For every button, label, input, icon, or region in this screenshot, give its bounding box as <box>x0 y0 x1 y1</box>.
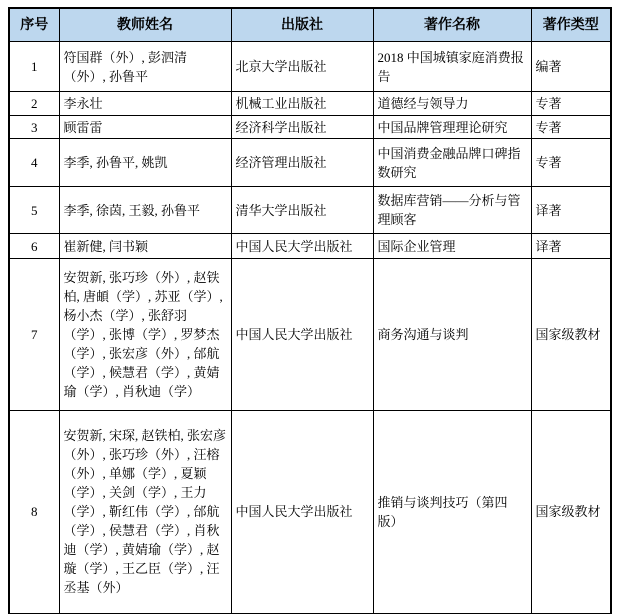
cell-type: 国家级教材 <box>531 259 611 411</box>
cell-names: 李季, 孙鲁平, 姚凯 <box>59 139 231 187</box>
cell-type: 专著 <box>531 116 611 139</box>
cell-index: 3 <box>9 116 59 139</box>
cell-title: 数据库营销——分析与管理顾客 <box>373 187 531 234</box>
cell-publisher: 北京大学出版社 <box>231 42 373 92</box>
cell-names: 李永壮 <box>59 92 231 116</box>
publications-table <box>8 7 612 614</box>
cell-type: 专著 <box>531 92 611 116</box>
cell-names: 符国群（外）, 彭泗清（外）, 孙鲁平 <box>59 42 231 92</box>
cell-publisher: 中国人民大学出版社 <box>231 259 373 411</box>
cell-title: 商务沟通与谈判 <box>373 259 531 411</box>
cell-title: 推销与谈判技巧（第四版） <box>373 411 531 614</box>
cell-names: 顾雷雷 <box>59 116 231 139</box>
cell-index: 6 <box>9 234 59 259</box>
header-names: 教师姓名 <box>59 8 231 42</box>
cell-type: 译著 <box>531 187 611 234</box>
cell-index: 8 <box>9 411 59 614</box>
cell-publisher: 中国人民大学出版社 <box>231 411 373 614</box>
cell-type: 编著 <box>531 42 611 92</box>
cell-publisher: 中国人民大学出版社 <box>231 234 373 259</box>
cell-title: 2018 中国城镇家庭消费报告 <box>373 42 531 92</box>
cell-title: 道德经与领导力 <box>373 92 531 116</box>
table-header-row <box>9 8 611 42</box>
cell-names: 安贺新, 宋琛, 赵铁柏, 张宏彦（外）, 张巧珍（外）, 汪榕（外）, 单娜（学）, 夏颖（学）, 关剑（学）, 王力（学）, 靳红伟（学）, 邰航（学）, 侯慧君（学）, 肖秋迪（学）, 黄婧瑜（学）, 赵璇（学）, 王乙臣（学）, 汪丞基（外） <box>59 411 231 614</box>
cell-publisher: 清华大学出版社 <box>231 187 373 234</box>
table-row <box>9 116 611 139</box>
cell-title: 国际企业管理 <box>373 234 531 259</box>
header-publisher: 出版社 <box>231 8 373 42</box>
header-title: 著作名称 <box>373 8 531 42</box>
cell-title: 中国消费金融品牌口碑指数研究 <box>373 139 531 187</box>
table-row <box>9 139 611 187</box>
cell-type: 译著 <box>531 234 611 259</box>
cell-names: 李季, 徐茵, 王毅, 孙鲁平 <box>59 187 231 234</box>
cell-index: 1 <box>9 42 59 92</box>
cell-publisher: 机械工业出版社 <box>231 92 373 116</box>
cell-publisher: 经济科学出版社 <box>231 116 373 139</box>
cell-index: 4 <box>9 139 59 187</box>
header-index: 序号 <box>9 8 59 42</box>
cell-type: 国家级教材 <box>531 411 611 614</box>
table-row <box>9 259 611 411</box>
cell-type: 专著 <box>531 139 611 187</box>
header-type: 著作类型 <box>531 8 611 42</box>
cell-index: 2 <box>9 92 59 116</box>
cell-names: 崔新健, 闫书颖 <box>59 234 231 259</box>
cell-publisher: 经济管理出版社 <box>231 139 373 187</box>
table-row <box>9 234 611 259</box>
table-body <box>9 42 611 614</box>
table-row <box>9 42 611 92</box>
table-row <box>9 187 611 234</box>
table-row <box>9 411 611 614</box>
cell-index: 5 <box>9 187 59 234</box>
cell-title: 中国品牌管理理论研究 <box>373 116 531 139</box>
cell-index: 7 <box>9 259 59 411</box>
table-row <box>9 92 611 116</box>
cell-names: 安贺新, 张巧珍（外）, 赵铁柏, 唐頔（学）, 苏亚（学）, 杨小杰（学）, 张舒羽（学）, 张博（学）, 罗梦杰（学）, 张宏彦（外）, 邰航（学）, 候慧君（学）, 黄婧瑜（学）, 肖秋迪（学） <box>59 259 231 411</box>
